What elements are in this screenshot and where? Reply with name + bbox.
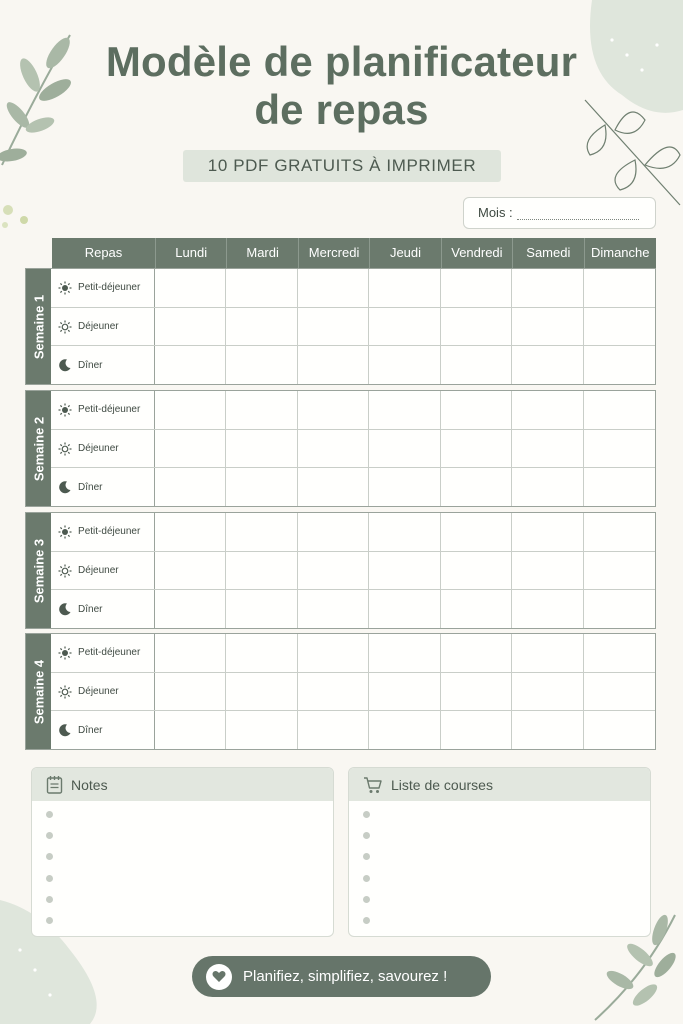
- week-label: [26, 634, 51, 749]
- meal-cell[interactable]: [369, 346, 440, 384]
- meal-cell[interactable]: [441, 711, 512, 749]
- sun-icon: [58, 442, 78, 456]
- meal-row: [51, 308, 655, 347]
- notes-header: [32, 768, 333, 801]
- meal-cell[interactable]: [584, 513, 655, 551]
- meal-cell[interactable]: [584, 468, 655, 506]
- meal-cell[interactable]: [226, 430, 297, 468]
- sun-icon: [58, 564, 78, 578]
- meal-label-text: Petit-déjeuner: [78, 282, 141, 294]
- bullet: [46, 917, 53, 924]
- meal-cell[interactable]: [512, 468, 583, 506]
- week-label: [26, 391, 51, 506]
- meal-cell[interactable]: [369, 468, 440, 506]
- meal-label: [51, 391, 155, 429]
- moon-icon: [58, 723, 78, 737]
- meal-cell[interactable]: [155, 346, 226, 384]
- meal-row: [51, 552, 655, 591]
- header-repas: Repas: [52, 238, 156, 268]
- bullet: [363, 875, 370, 882]
- meal-label-text: Déjeuner: [78, 443, 119, 454]
- shopping-list-panel[interactable]: [348, 767, 651, 937]
- moon-icon: [58, 480, 78, 494]
- meal-cell[interactable]: [584, 269, 655, 307]
- page-title-line2: de repas: [254, 86, 429, 133]
- meal-cell[interactable]: [226, 634, 297, 672]
- notes-title: Notes: [71, 776, 108, 793]
- header-day-vendredi: Vendredi: [442, 238, 513, 268]
- meal-label-text: Dîner: [78, 603, 103, 615]
- week-label-text: Semaine 2: [31, 416, 47, 481]
- meal-cell[interactable]: [155, 513, 226, 551]
- meal-cell[interactable]: [584, 391, 655, 429]
- meal-label-text: Dîner: [78, 724, 103, 736]
- meal-cell[interactable]: [512, 590, 583, 628]
- subtitle-banner: [183, 150, 501, 182]
- meal-cell[interactable]: [369, 711, 440, 749]
- meal-cell[interactable]: [584, 346, 655, 384]
- meal-label: [51, 346, 155, 384]
- meal-cell[interactable]: [298, 391, 369, 429]
- shopping-list-header: [349, 768, 650, 801]
- meal-row: [51, 468, 655, 506]
- meal-cell[interactable]: [441, 391, 512, 429]
- bullet: [46, 853, 53, 860]
- sunrise-icon: [58, 281, 78, 295]
- meal-cell[interactable]: [226, 308, 297, 346]
- week-block-2: [25, 390, 656, 507]
- meal-cell[interactable]: [155, 430, 226, 468]
- meal-row: [51, 634, 655, 673]
- meal-cell[interactable]: [512, 711, 583, 749]
- week-label: [26, 513, 51, 628]
- meal-cell[interactable]: [298, 634, 369, 672]
- month-label: Mois :: [478, 205, 513, 220]
- meal-cell[interactable]: [155, 468, 226, 506]
- meal-cell[interactable]: [584, 673, 655, 711]
- notes-panel[interactable]: [31, 767, 334, 937]
- sun-icon: [58, 320, 78, 334]
- meal-label-text: Dîner: [78, 481, 103, 493]
- meal-cell[interactable]: [512, 673, 583, 711]
- meal-cell[interactable]: [584, 308, 655, 346]
- meal-row: [51, 346, 655, 384]
- meal-label: [51, 711, 155, 749]
- meal-cell[interactable]: [298, 269, 369, 307]
- header-day-samedi: Samedi: [513, 238, 584, 268]
- meal-cell[interactable]: [369, 391, 440, 429]
- meal-cell[interactable]: [441, 552, 512, 590]
- header-day-mardi: Mardi: [227, 238, 298, 268]
- meal-cell[interactable]: [155, 391, 226, 429]
- header-day-jeudi: Jeudi: [370, 238, 441, 268]
- meal-label-text: Petit-déjeuner: [78, 647, 141, 659]
- bullet: [363, 917, 370, 924]
- meal-cell[interactable]: [369, 634, 440, 672]
- meal-row: [51, 430, 655, 469]
- moon-icon: [58, 602, 78, 616]
- notes-lines: [32, 801, 333, 937]
- meal-cell[interactable]: [512, 308, 583, 346]
- heart-icon: [212, 970, 226, 983]
- meal-cell[interactable]: [369, 513, 440, 551]
- meal-row: [51, 391, 655, 430]
- sunrise-icon: [58, 403, 78, 417]
- meal-cell[interactable]: [441, 308, 512, 346]
- meal-cell[interactable]: [226, 468, 297, 506]
- meal-cell[interactable]: [584, 430, 655, 468]
- meal-cell[interactable]: [441, 673, 512, 711]
- meal-cell[interactable]: [441, 269, 512, 307]
- moon-icon: [58, 358, 78, 372]
- meal-cell[interactable]: [441, 590, 512, 628]
- cart-icon: [363, 776, 383, 794]
- meal-cell[interactable]: [298, 711, 369, 749]
- meal-label: [51, 634, 155, 672]
- meal-cell[interactable]: [512, 391, 583, 429]
- meal-cell[interactable]: [369, 269, 440, 307]
- meal-label: [51, 552, 155, 590]
- meal-cell[interactable]: [298, 346, 369, 384]
- week-block-4: [25, 633, 656, 750]
- page-title-line1: Modèle de planificateur: [105, 38, 578, 85]
- meal-row: [51, 673, 655, 712]
- meal-cell[interactable]: [512, 552, 583, 590]
- meal-cell[interactable]: [226, 513, 297, 551]
- meal-cell[interactable]: [155, 590, 226, 628]
- meal-cell[interactable]: [155, 308, 226, 346]
- meal-label: [51, 513, 155, 551]
- header-day-mercredi: Mercredi: [299, 238, 370, 268]
- sunrise-icon: [58, 525, 78, 539]
- subtitle: 10 PDF GRATUITS À IMPRIMER: [207, 156, 477, 175]
- meal-cell[interactable]: [584, 634, 655, 672]
- meal-cell[interactable]: [369, 552, 440, 590]
- meal-cell[interactable]: [298, 673, 369, 711]
- meal-label-text: Petit-déjeuner: [78, 526, 141, 538]
- bullet: [363, 832, 370, 839]
- shopping-list-lines: [349, 801, 650, 937]
- bullet: [46, 875, 53, 882]
- meal-cell[interactable]: [226, 590, 297, 628]
- meal-cell[interactable]: [584, 552, 655, 590]
- shopping-list-title: Liste de courses: [391, 776, 493, 793]
- week-label-text: Semaine 3: [31, 538, 47, 603]
- meal-cell[interactable]: [298, 308, 369, 346]
- meal-cell[interactable]: [512, 634, 583, 672]
- meal-cell[interactable]: [226, 673, 297, 711]
- tagline-text: Planifiez, simplifiez, savourez !: [243, 968, 448, 985]
- meal-label-text: Déjeuner: [78, 686, 119, 697]
- tagline-badge: [192, 956, 491, 997]
- meal-cell[interactable]: [512, 346, 583, 384]
- meal-cell[interactable]: [584, 711, 655, 749]
- notepad-icon: [46, 775, 63, 794]
- meal-row: [51, 513, 655, 552]
- meal-cell[interactable]: [226, 552, 297, 590]
- meal-row: [51, 711, 655, 749]
- meal-cell[interactable]: [226, 269, 297, 307]
- sun-icon: [58, 685, 78, 699]
- meal-cell[interactable]: [369, 308, 440, 346]
- bullet: [363, 896, 370, 903]
- meal-cell[interactable]: [298, 468, 369, 506]
- meal-cell[interactable]: [369, 590, 440, 628]
- meal-label: [51, 673, 155, 711]
- meal-cell[interactable]: [155, 552, 226, 590]
- bullet: [363, 811, 370, 818]
- meal-cell[interactable]: [226, 391, 297, 429]
- planner-header: [52, 238, 656, 268]
- meal-cell[interactable]: [441, 346, 512, 384]
- meal-label: [51, 430, 155, 468]
- meal-cell[interactable]: [369, 673, 440, 711]
- meal-cell[interactable]: [512, 269, 583, 307]
- meal-cell[interactable]: [155, 711, 226, 749]
- meal-cell[interactable]: [512, 513, 583, 551]
- meal-label-text: Dîner: [78, 359, 103, 371]
- week-block-3: [25, 512, 656, 629]
- meal-cell[interactable]: [155, 269, 226, 307]
- page-title: [0, 38, 683, 134]
- month-field[interactable]: [463, 197, 656, 229]
- meal-cell[interactable]: [298, 430, 369, 468]
- meal-label-text: Déjeuner: [78, 565, 119, 576]
- meal-cell[interactable]: [584, 590, 655, 628]
- meal-cell[interactable]: [512, 430, 583, 468]
- bullet: [46, 896, 53, 903]
- bullet: [46, 811, 53, 818]
- meal-cell[interactable]: [441, 513, 512, 551]
- meal-cell[interactable]: [155, 673, 226, 711]
- header-day-lundi: Lundi: [156, 238, 227, 268]
- header-day-dimanche: Dimanche: [590, 245, 650, 260]
- week-block-1: [25, 268, 656, 385]
- meal-label-text: Petit-déjeuner: [78, 404, 141, 416]
- meal-row: [51, 590, 655, 628]
- meal-cell[interactable]: [226, 711, 297, 749]
- meal-row: [51, 269, 655, 308]
- meal-cell[interactable]: [369, 430, 440, 468]
- sunrise-icon: [58, 646, 78, 660]
- meal-cell[interactable]: [226, 346, 297, 384]
- bullet: [363, 853, 370, 860]
- meal-cell[interactable]: [441, 430, 512, 468]
- week-label: [26, 269, 51, 384]
- week-label-text: Semaine 4: [31, 659, 47, 724]
- meal-label: [51, 308, 155, 346]
- meal-cell[interactable]: [155, 634, 226, 672]
- meal-label-text: Déjeuner: [78, 321, 119, 332]
- meal-label: [51, 590, 155, 628]
- meal-cell[interactable]: [298, 513, 369, 551]
- meal-cell[interactable]: [441, 634, 512, 672]
- meal-cell[interactable]: [298, 590, 369, 628]
- bullet: [46, 832, 53, 839]
- meal-label: [51, 269, 155, 307]
- meal-label: [51, 468, 155, 506]
- meal-cell[interactable]: [298, 552, 369, 590]
- week-label-text: Semaine 1: [31, 294, 47, 359]
- meal-cell[interactable]: [441, 468, 512, 506]
